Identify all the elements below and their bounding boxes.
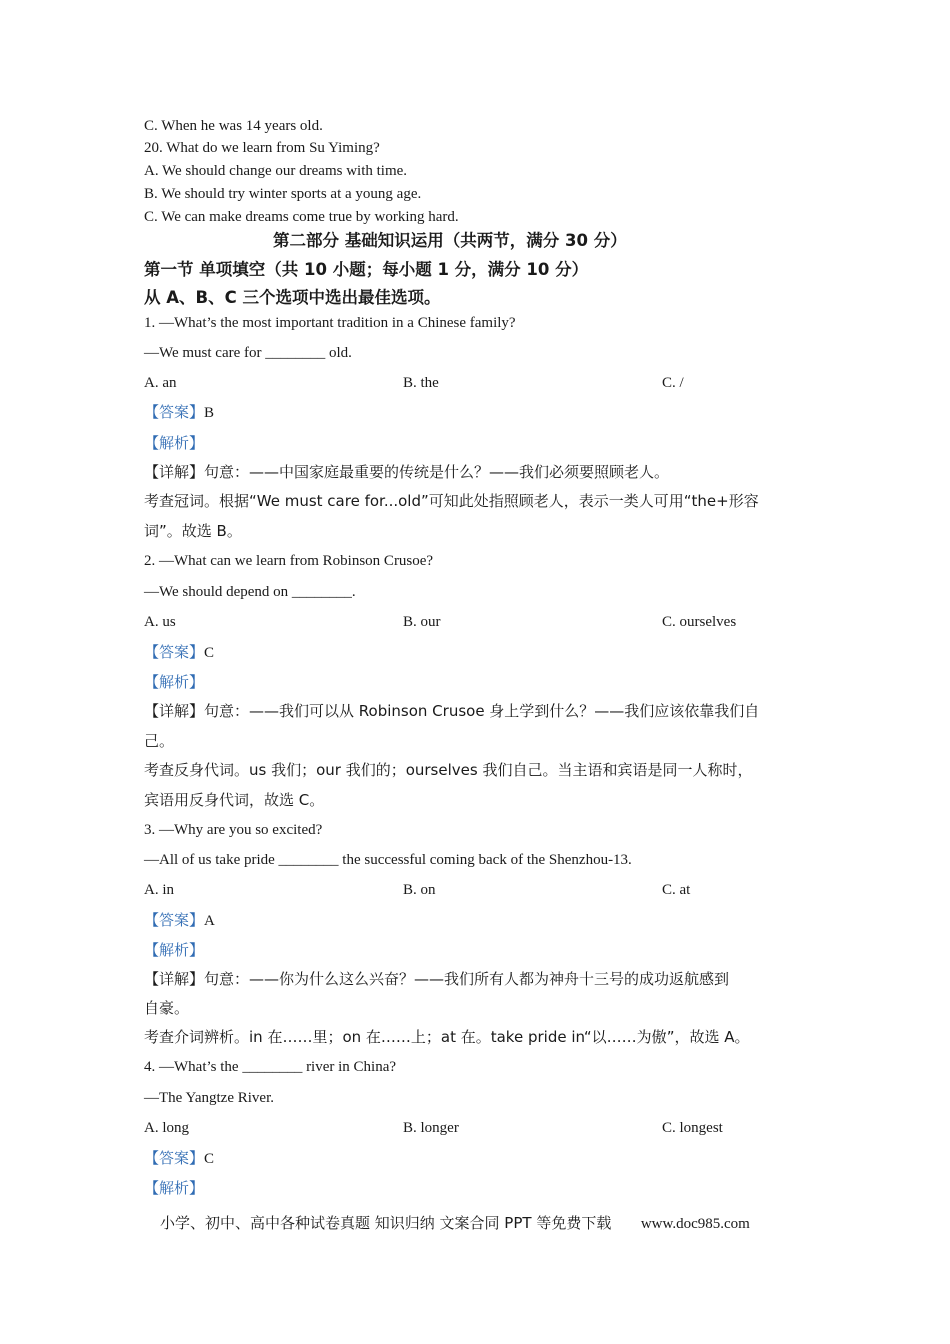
q2-option-a: A. us <box>144 614 176 630</box>
q1-answer <box>144 402 214 423</box>
detail-label: 【详解】 <box>144 463 205 481</box>
q3-detail-line2: 自豪。 <box>144 999 190 1017</box>
q3-answer <box>144 910 215 931</box>
q2-detail-line2: 己。 <box>144 732 175 750</box>
q2-detail-line1 <box>144 701 759 721</box>
q3-explain: 考查介词辨析。in 在……里；on 在……上；at 在。take pride in“以……为傲”，故选 A。 <box>144 1028 750 1046</box>
footer-url[interactable]: www.doc985.com <box>640 1216 750 1232</box>
q2-option-b: B. our <box>403 614 441 630</box>
q19-option-c: C. When he was 14 years old. <box>144 118 323 134</box>
answer-value: C <box>204 645 215 661</box>
detail-text: 句意：——中国家庭最重要的传统是什么？——我们必须要照顾老人。 <box>204 463 670 481</box>
q1-question: 1. —What’s the most important tradition in a Chinese family? <box>144 315 516 331</box>
q1-explain-line2: 词”。故选 B。 <box>144 522 242 540</box>
answer-label: 【答案】 <box>144 911 205 929</box>
q4-option-a: A. long <box>144 1120 189 1136</box>
q2-option-c: C. ourselves <box>662 614 737 630</box>
q20-question: 20. What do we learn from Su Yiming? <box>144 140 380 156</box>
q2-explain-line2: 宾语用反身代词，故选 C。 <box>144 791 325 809</box>
q2-explain-line1: 考查反身代词。us 我们；our 我们的；ourselves 我们自己。当主语和宾语是同一人称时， <box>144 761 753 779</box>
q1-option-c: C. / <box>662 375 684 391</box>
q20-option-a: A. We should change our dreams with time. <box>144 163 408 179</box>
detail-text: 句意：——你为什么这么兴奋？——我们所有人都为神舟十三号的成功返航感到 <box>204 970 730 988</box>
detail-text: 句意：——我们可以从 Robinson Crusoe 身上学到什么？——我们应该依靠我们自 <box>204 702 760 720</box>
q4-option-c: C. longest <box>662 1120 723 1136</box>
q2-response: —We should depend on ________. <box>144 584 356 600</box>
q4-answer <box>144 1148 214 1169</box>
answer-label: 【答案】 <box>144 403 205 421</box>
footer-text: 小学、初中、高中各种试卷真题 知识归纳 文案合同 PPT 等免费下载 <box>160 1214 612 1232</box>
answer-value: C <box>204 1151 215 1167</box>
q20-option-c: C. We can make dreams come true by working hard. <box>144 209 459 225</box>
q3-option-b: B. on <box>403 882 436 898</box>
q3-response: —All of us take pride ________ the successful coming back of the Shenzhou-13. <box>144 852 632 868</box>
q4-question: 4. —What’s the ________ river in China? <box>144 1059 397 1075</box>
answer-value: A <box>204 913 215 929</box>
q1-response: —We must care for ________ old. <box>144 345 352 361</box>
q3-analysis-label: 【解析】 <box>144 941 205 959</box>
q4-option-b: B. longer <box>403 1120 459 1136</box>
q20-option-b: B. We should try winter sports at a young age. <box>144 186 422 202</box>
detail-label: 【详解】 <box>144 702 205 720</box>
q2-analysis-label: 【解析】 <box>144 673 205 691</box>
q4-response: —The Yangtze River. <box>144 1090 274 1106</box>
q1-detail <box>144 462 669 482</box>
q3-option-c: C. at <box>662 882 691 898</box>
section-instruction: 从 A、B、C 三个选项中选出最佳选项。 <box>144 288 441 307</box>
page-footer <box>160 1213 750 1234</box>
q2-answer <box>144 642 214 663</box>
part-title: 第二部分 基础知识运用（共两节，满分 30 分） <box>273 231 627 250</box>
q4-analysis-label: 【解析】 <box>144 1179 205 1197</box>
q1-analysis-label: 【解析】 <box>144 434 205 452</box>
section-subtitle: 第一节 单项填空（共 10 小题；每小题 1 分，满分 10 分） <box>144 260 589 279</box>
answer-value: B <box>204 405 215 421</box>
answer-label: 【答案】 <box>144 643 205 661</box>
q3-option-a: A. in <box>144 882 174 898</box>
q1-option-a: A. an <box>144 375 177 391</box>
detail-label: 【详解】 <box>144 970 205 988</box>
q3-question: 3. —Why are you so excited? <box>144 822 323 838</box>
q1-explain-line1: 考查冠词。根据“We must care for...old”可知此处指照顾老人，表示一类人可用“the+形容 <box>144 492 759 510</box>
q1-option-b: B. the <box>403 375 439 391</box>
q2-question: 2. —What can we learn from Robinson Crusoe? <box>144 553 434 569</box>
q3-detail-line1 <box>144 969 729 989</box>
answer-label: 【答案】 <box>144 1149 205 1167</box>
